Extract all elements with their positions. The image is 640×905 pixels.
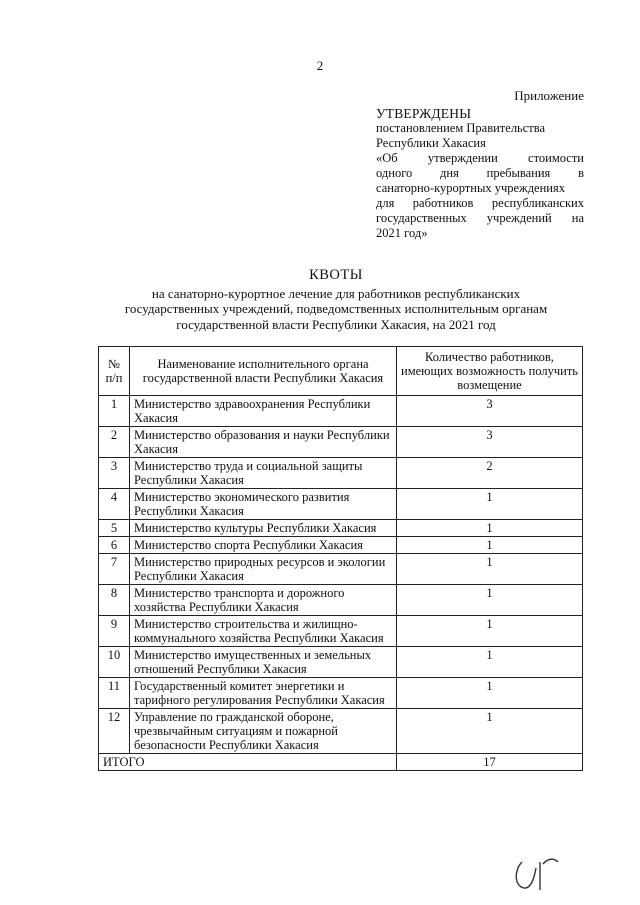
row-count: 2 (397, 458, 583, 489)
table-row (99, 585, 583, 616)
row-num: 1 (99, 396, 130, 427)
approval-line: санаторно-курортных учреждениях (376, 181, 565, 195)
row-count: 1 (397, 709, 583, 754)
row-num: 3 (99, 458, 130, 489)
row-count: 3 (397, 427, 583, 458)
row-org: Министерство образования и науки Республики Хакасия (130, 427, 397, 458)
row-count: 1 (397, 489, 583, 520)
row-org: Министерство здравоохранения Республики Хакасия (130, 396, 397, 427)
table-row (99, 647, 583, 678)
row-num: 5 (99, 520, 130, 537)
row-org: Министерство экономического развития Республики Хакасия (130, 489, 397, 520)
row-org: Министерство природных ресурсов и экологии Республики Хакасия (130, 554, 397, 585)
approval-line: 2021 год» (376, 226, 428, 240)
title-line: государственной власти Республики Хакасия, на 2021 год (176, 316, 496, 332)
row-num: 4 (99, 489, 130, 520)
row-org: Министерство транспорта и дорожного хозяйства Республики Хакасия (130, 585, 397, 616)
row-org: Управление по гражданской обороне, чрезвычайным ситуациям и пожарной безопасности Республики Хакасия (130, 709, 397, 754)
table-row (99, 678, 583, 709)
row-org: Министерство строительства и жилищно-коммунального хозяйства Республики Хакасия (130, 616, 397, 647)
row-num: 12 (99, 709, 130, 754)
row-count: 1 (397, 585, 583, 616)
table-row (99, 520, 583, 537)
document-title (60, 268, 612, 332)
row-count: 1 (397, 647, 583, 678)
table-row (99, 396, 583, 427)
row-count: 1 (397, 537, 583, 554)
row-count: 1 (397, 554, 583, 585)
row-num: 10 (99, 647, 130, 678)
approval-line: одного дня пребывания в (376, 166, 584, 180)
title-line: государственных учреждений, подведомственных исполнительным органам (124, 301, 548, 316)
table-row (99, 554, 583, 585)
signature (510, 850, 570, 895)
title-line: на санаторно-курортное лечение для работников республиканских (151, 285, 521, 301)
table-row (99, 616, 583, 647)
approval-heading: УТВЕРЖДЕНЫ (376, 106, 472, 121)
row-count: 3 (397, 396, 583, 427)
row-org: Государственный комитет энергетики и тарифного регулирования Республики Хакасия (130, 678, 397, 709)
row-org: Министерство культуры Республики Хакасия (130, 520, 397, 537)
row-count: 1 (397, 616, 583, 647)
approval-block (376, 106, 584, 241)
row-org: Министерство труда и социальной защиты Республики Хакасия (130, 458, 397, 489)
row-num: 11 (99, 678, 130, 709)
approval-line: для работников республиканских (376, 196, 584, 210)
row-num: 6 (99, 537, 130, 554)
table-row (99, 458, 583, 489)
approval-line: «Об утверждении стоимости (376, 151, 584, 165)
row-count: 1 (397, 520, 583, 537)
table-row (99, 709, 583, 754)
approval-line: государственных учреждений на (376, 211, 584, 225)
total-label: ИТОГО (99, 754, 397, 771)
row-num: 8 (99, 585, 130, 616)
row-num: 9 (99, 616, 130, 647)
table-row (99, 489, 583, 520)
table-row (99, 537, 583, 554)
row-num: 2 (99, 427, 130, 458)
row-num: 7 (99, 554, 130, 585)
header-count: Количество работников, имеющих возможность получить возмещение (397, 347, 583, 396)
title-heading: КВОТЫ (309, 267, 363, 283)
table-header-row (99, 347, 583, 396)
header-org: Наименование исполнительного органа государственной власти Республики Хакасия (130, 347, 397, 396)
header-num: № п/п (99, 347, 130, 396)
total-value: 17 (397, 754, 583, 771)
row-org: Министерство имущественных и земельных отношений Республики Хакасия (130, 647, 397, 678)
approval-line: Республики Хакасия (376, 136, 486, 150)
quota-table (98, 346, 583, 771)
page-number: 2 (316, 58, 324, 73)
annex-label: Приложение (514, 88, 584, 103)
approval-line: постановлением Правительства (376, 121, 546, 135)
table-row (99, 427, 583, 458)
row-org: Министерство спорта Республики Хакасия (130, 537, 397, 554)
row-count: 1 (397, 678, 583, 709)
total-row (99, 754, 583, 771)
